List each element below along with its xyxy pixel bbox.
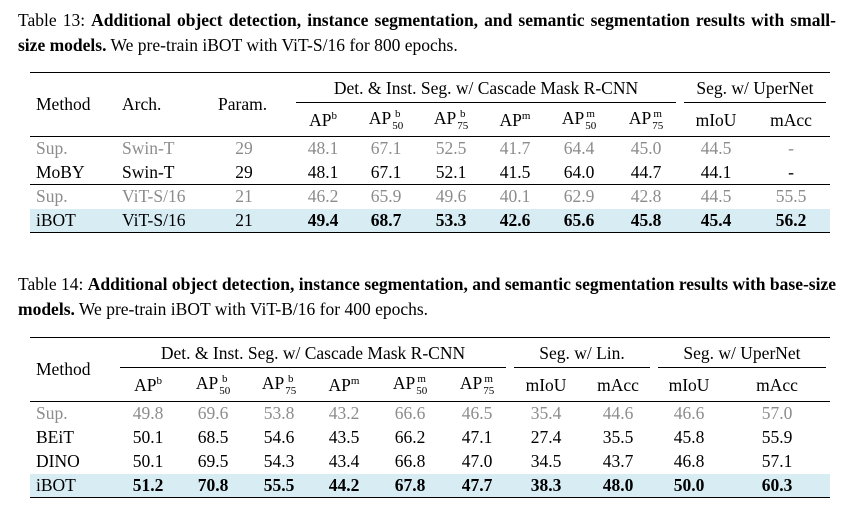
t14-header-upn-miou: mIoU	[668, 374, 710, 395]
value-cell: 44.2	[312, 474, 376, 498]
t14-header-ap50-b: AP b 50	[195, 373, 231, 398]
value-cell: 53.8	[246, 402, 312, 426]
arch-cell: ViT-S/16	[116, 209, 214, 233]
value-cell: 64.4	[546, 137, 612, 161]
value-cell: 48.0	[582, 474, 654, 498]
value-cell: 35.5	[602, 427, 634, 447]
value-cell: 44.7	[630, 161, 662, 182]
value-cell: 46.6	[654, 402, 724, 426]
param-cell: 21	[214, 209, 292, 233]
table14-caption-label: Table 14:	[18, 274, 88, 294]
table14-caption-bold: Additional object detection, instance segmentation, and semantic segmentation results with base-size models.	[18, 274, 836, 319]
t13-header-param: Param.	[218, 94, 268, 114]
t13-header-group-det: Det. & Inst. Seg. w/ Cascade Mask R-CNN	[292, 73, 680, 105]
table14-caption	[18, 272, 836, 322]
value-cell: 42.8	[612, 185, 680, 209]
t14-header-ap50-m: AP m 50	[392, 373, 428, 398]
value-cell: 43.5	[328, 427, 360, 447]
value-cell: 56.2	[752, 209, 830, 233]
table-row	[30, 450, 830, 474]
value-cell: 51.2	[116, 474, 180, 498]
value-cell: 35.4	[510, 402, 582, 426]
value-cell: 45.8	[612, 209, 680, 233]
table-row	[30, 426, 830, 450]
value-cell: 50.1	[132, 427, 164, 447]
value-cell: 67.1	[370, 161, 402, 182]
t14-header-ap75-m: AP m 75	[459, 373, 495, 398]
value-cell: 46.2	[292, 185, 354, 209]
value-cell: 47.7	[444, 474, 510, 498]
method-cell: iBOT	[30, 209, 116, 233]
t14-header-group-lin: Seg. w/ Lin.	[510, 338, 654, 370]
value-cell: 46.8	[673, 451, 705, 471]
value-cell: 45.0	[612, 137, 680, 161]
param-cell: 29	[214, 137, 292, 161]
value-cell: 27.4	[530, 427, 562, 447]
value-cell: 47.1	[461, 427, 493, 447]
t14-header-lin-macc: mAcc	[597, 374, 639, 395]
t14-header-ap-m: $AP^m$	[328, 374, 360, 395]
value-cell: 55.9	[761, 427, 793, 447]
table13-caption	[18, 8, 836, 58]
value-cell: 68.7	[354, 209, 418, 233]
value-cell: 57.1	[761, 451, 793, 471]
value-cell: 60.3	[724, 474, 830, 498]
value-cell: 43.4	[328, 451, 360, 471]
value-cell: 68.5	[197, 427, 229, 447]
t13-header-miou: mIoU	[695, 109, 737, 130]
arch-cell: ViT-S/16	[116, 185, 214, 209]
t13-header-ap75-m: AP m 75	[628, 108, 664, 133]
value-cell: 49.6	[418, 185, 484, 209]
table14	[30, 337, 830, 498]
value-cell: 55.5	[752, 185, 830, 209]
value-cell: 54.6	[263, 427, 295, 447]
t13-header-macc: mAcc	[770, 109, 812, 130]
value-cell: 66.8	[394, 451, 426, 471]
table13-caption-label: Table 13:	[18, 10, 92, 30]
arch-cell: Swin-T	[122, 161, 175, 182]
value-cell: 52.1	[435, 161, 467, 182]
value-cell: 65.6	[546, 209, 612, 233]
arch-cell: Swin-T	[116, 137, 214, 161]
method-cell: Sup.	[30, 185, 116, 209]
t13-header-method: Method	[36, 94, 91, 114]
value-cell: 55.5	[246, 474, 312, 498]
value-cell: 44.5	[680, 137, 752, 161]
table-row	[30, 209, 830, 233]
value-cell: 38.3	[510, 474, 582, 498]
value-cell: 50.0	[654, 474, 724, 498]
value-cell: 47.0	[461, 451, 493, 471]
table13	[30, 72, 830, 233]
value-cell: 49.8	[116, 402, 180, 426]
value-cell: 43.2	[312, 402, 376, 426]
table13-caption-rest: We pre-train iBOT with ViT-S/16 for 800 epochs.	[106, 35, 458, 55]
table-row	[30, 402, 830, 426]
value-cell: 48.1	[307, 161, 339, 182]
value-cell: -	[788, 161, 794, 182]
t14-header-group-upn: Seg. w/ UperNet	[654, 338, 830, 370]
value-cell: 50.1	[132, 451, 164, 471]
value-cell: 66.6	[376, 402, 444, 426]
t13-header-ap-b: $AP^b$	[309, 109, 337, 130]
method-cell: iBOT	[30, 474, 116, 498]
value-cell: 42.6	[484, 209, 546, 233]
t13-header-ap50-m: AP m 50	[561, 108, 597, 133]
value-cell: 49.4	[292, 209, 354, 233]
table14-caption-rest: We pre-train iBOT with ViT-B/16 for 400 epochs.	[74, 299, 429, 319]
value-cell: 34.5	[530, 451, 562, 471]
param-cell: 29	[235, 161, 253, 182]
value-cell: 62.9	[546, 185, 612, 209]
method-cell: DINO	[36, 451, 80, 471]
table-row	[30, 137, 830, 161]
t14-header-ap-b: $AP^b$	[134, 374, 162, 395]
t14-header-upn-macc: mAcc	[756, 374, 798, 395]
method-cell: Sup.	[30, 137, 116, 161]
value-cell: 67.1	[354, 137, 418, 161]
value-cell: 70.8	[180, 474, 246, 498]
t13-header-ap-m: $AP^m$	[499, 109, 531, 130]
value-cell: 54.3	[263, 451, 295, 471]
method-cell: BEiT	[36, 427, 74, 447]
t14-header-ap75-b: AP b 75	[261, 373, 297, 398]
value-cell: 64.0	[563, 161, 595, 182]
value-cell: 53.3	[418, 209, 484, 233]
value-cell: 41.5	[499, 161, 531, 182]
value-cell: 45.8	[673, 427, 705, 447]
table13-caption-bold: Additional object detection, instance segmentation, and semantic segmentation results with small-size models.	[18, 10, 836, 55]
value-cell: 67.8	[376, 474, 444, 498]
value-cell: 57.0	[724, 402, 830, 426]
t13-header-ap50-b: AP b 50	[368, 108, 404, 133]
value-cell: 48.1	[292, 137, 354, 161]
value-cell: 65.9	[354, 185, 418, 209]
value-cell: 69.5	[197, 451, 229, 471]
t14-header-method: Method	[36, 359, 91, 379]
t13-header-ap75-b: AP b 75	[433, 108, 469, 133]
t13-header-group-seg: Seg. w/ UperNet	[680, 73, 830, 105]
value-cell: 40.1	[484, 185, 546, 209]
value-cell: 46.5	[444, 402, 510, 426]
value-cell: -	[752, 137, 830, 161]
table-row	[30, 474, 830, 498]
table-row	[30, 185, 830, 209]
value-cell: 69.6	[180, 402, 246, 426]
method-cell: Sup.	[30, 402, 116, 426]
value-cell: 44.5	[680, 185, 752, 209]
value-cell: 44.1	[700, 161, 732, 182]
value-cell: 66.2	[394, 427, 426, 447]
param-cell: 21	[214, 185, 292, 209]
value-cell: 43.7	[602, 451, 634, 471]
t14-header-lin-miou: mIoU	[525, 374, 567, 395]
value-cell: 52.5	[418, 137, 484, 161]
value-cell: 44.6	[582, 402, 654, 426]
table-row	[30, 161, 830, 185]
t14-header-group-det: Det. & Inst. Seg. w/ Cascade Mask R-CNN	[116, 338, 510, 370]
value-cell: 41.7	[484, 137, 546, 161]
value-cell: 45.4	[680, 209, 752, 233]
t13-header-arch: Arch.	[122, 94, 162, 114]
method-cell: MoBY	[36, 161, 85, 182]
